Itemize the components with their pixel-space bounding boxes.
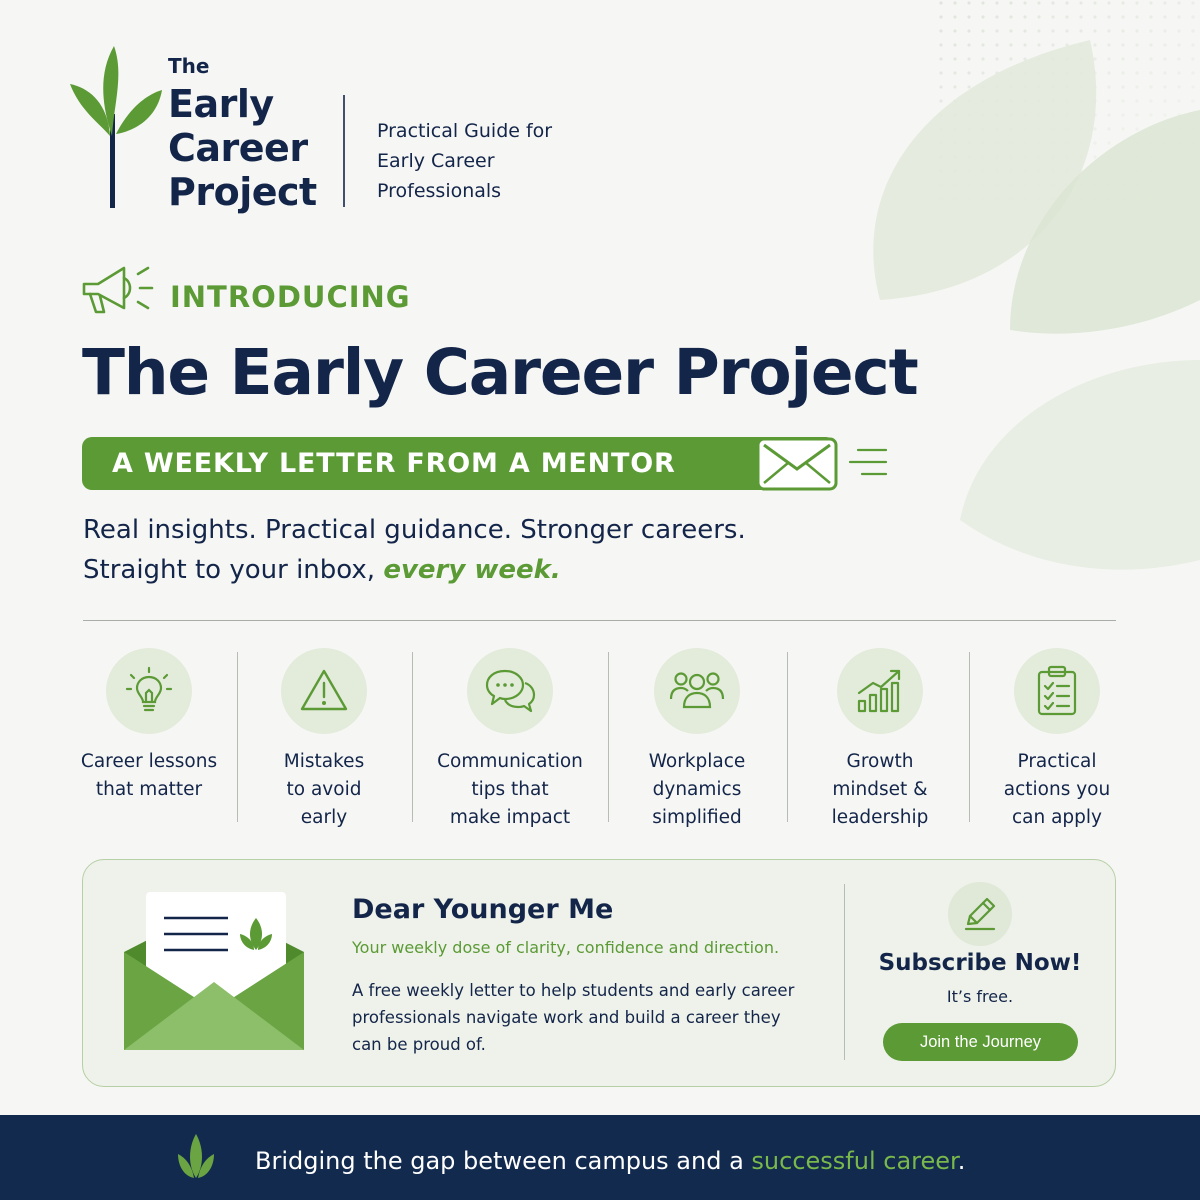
megaphone-icon <box>78 262 158 322</box>
feature-divider <box>237 652 238 822</box>
feature-workplace <box>617 648 777 832</box>
intro-line-2-prefix: Straight to your inbox, <box>83 555 384 585</box>
introducing-kicker: INTRODUCING <box>170 280 411 314</box>
card-divider <box>844 884 845 1060</box>
intro-line-2-accent: every week. <box>383 555 561 585</box>
logo-divider <box>343 95 345 207</box>
feature-label: Mistakes to avoid early <box>283 751 365 828</box>
feature-divider <box>608 652 609 822</box>
card-body: A free weekly letter to help students and early career professionals navigate work and build a career they can be proud of. <box>352 981 795 1054</box>
feature-divider <box>969 652 970 822</box>
plant-logo-icon <box>68 44 164 210</box>
footer-tagline <box>255 1147 965 1175</box>
feature-career-lessons <box>64 648 234 804</box>
free-note: It’s free. <box>946 987 1014 1006</box>
feature-divider <box>412 652 413 822</box>
clipboard-checklist-icon <box>1033 664 1081 718</box>
leaf-icon <box>176 1130 216 1182</box>
logo-career: Career <box>168 126 308 170</box>
intro-line-2 <box>83 555 561 585</box>
feature-communication <box>425 648 595 832</box>
logo-wordmark <box>168 56 317 214</box>
feature-icon-circle <box>837 648 923 734</box>
feature-divider <box>787 652 788 822</box>
card-subtitle: Your weekly dose of clarity, confidence and direction. <box>352 938 780 957</box>
feature-label: Career lessons that matter <box>80 751 218 800</box>
feature-label: Practical actions you can apply <box>1003 751 1111 828</box>
feature-icon-circle <box>467 648 553 734</box>
logo-project: Project <box>168 170 317 214</box>
feature-icon-circle <box>654 648 740 734</box>
subscribe-heading: Subscribe Now! <box>878 950 1082 976</box>
feature-label: Communication tips that make impact <box>437 751 583 828</box>
speed-lines-decoration <box>848 446 890 482</box>
lightbulb-icon <box>123 665 175 717</box>
card-title: Dear Younger Me <box>352 894 614 925</box>
people-icon <box>668 665 726 717</box>
logo-early: Early <box>168 82 274 126</box>
footer-prefix: Bridging the gap between campus and a <box>255 1147 752 1175</box>
feature-practical <box>982 648 1132 832</box>
logo-the: The <box>168 54 210 78</box>
envelope-icon <box>756 437 838 491</box>
ribbon-text: A WEEKLY LETTER FROM A MENTOR <box>112 448 676 479</box>
main-title: The Early Career Project <box>82 336 918 409</box>
feature-growth <box>800 648 960 832</box>
feature-label: Growth mindset & leadership <box>831 751 929 828</box>
join-the-journey-button[interactable]: Join the Journey <box>883 1023 1078 1061</box>
feature-mistakes <box>249 648 399 832</box>
growth-chart-icon <box>853 665 907 717</box>
footer-suffix: . <box>957 1147 966 1175</box>
section-divider <box>83 620 1116 621</box>
intro-line-1: Real insights. Practical guidance. Stronger careers. <box>83 515 746 545</box>
warning-icon <box>298 665 350 717</box>
pen-icon <box>960 894 1000 934</box>
chat-bubbles-icon <box>483 665 537 717</box>
pen-icon-circle <box>948 882 1012 946</box>
feature-icon-circle <box>281 648 367 734</box>
open-envelope-letter-icon <box>120 890 308 1054</box>
feature-icon-circle <box>1014 648 1100 734</box>
footer-accent: successful career <box>751 1147 958 1175</box>
feature-icon-circle <box>106 648 192 734</box>
feature-label: Workplace dynamics simplified <box>648 751 746 828</box>
tagline: Practical Guide for Early Career Professionals <box>377 120 553 202</box>
